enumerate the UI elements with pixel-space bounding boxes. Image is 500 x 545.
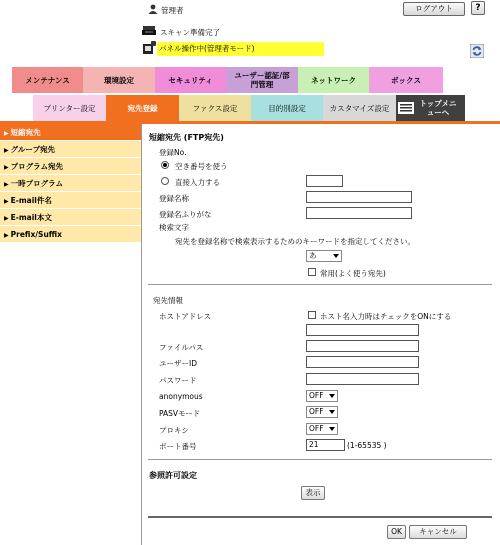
chevron-down-icon (329, 410, 335, 414)
cancel-button[interactable]: キャンセル (409, 525, 467, 539)
chevron-down-icon (329, 427, 335, 431)
tab-user-auth[interactable] (226, 67, 298, 93)
status-text: スキャン準備完了 (160, 28, 220, 37)
tab-box[interactable] (369, 67, 443, 93)
proxy-label: プロキシ (159, 426, 189, 435)
sidebar-item-label: E-mail件名 (10, 196, 52, 205)
divider (148, 516, 492, 518)
sidebar-empty (0, 243, 141, 545)
menu-icon (398, 102, 414, 114)
tab-network-label: ネットワーク (311, 75, 356, 85)
search-char-value: あ (309, 251, 317, 260)
proxy-select[interactable] (306, 423, 338, 435)
sidebar-item-program[interactable] (0, 158, 141, 175)
scanner-icon (142, 25, 156, 36)
user-icon (148, 4, 158, 14)
pasv-select[interactable] (306, 406, 338, 418)
host-label: ホストアドレス (159, 312, 212, 321)
tab-fax-settings[interactable] (179, 95, 251, 121)
show-button[interactable]: 表示 (301, 486, 325, 500)
tab-customize-settings[interactable] (323, 95, 396, 121)
tab-purpose-settings-label: 目的別設定 (268, 103, 306, 113)
tab-printer-settings[interactable] (33, 95, 106, 121)
radio-auto-number[interactable] (161, 161, 169, 169)
password-label: パスワード (159, 376, 197, 385)
divider (148, 459, 492, 460)
sidebar-item-email-subject[interactable] (0, 192, 141, 209)
arrow-icon: ▶ (4, 215, 9, 222)
tab-box-label: ボックス (391, 75, 421, 85)
furigana-input[interactable] (306, 207, 412, 219)
radio-auto-number-label: 空き番号を使う (175, 162, 228, 171)
arrow-icon: ▶ (4, 181, 9, 188)
furigana-label: 登録名ふりがな (159, 210, 212, 219)
tab-environment-label: 環境設定 (104, 75, 134, 85)
anonymous-label: anonymous (159, 392, 203, 401)
arrow-icon: ▶ (4, 232, 9, 239)
radio-direct-input-label: 直接入力する (175, 178, 220, 187)
name-input[interactable] (306, 191, 412, 203)
password-input[interactable] (306, 373, 419, 385)
tab-fax-settings-label: ファクス設定 (192, 103, 238, 113)
search-char-desc: 宛先を登録名称で検索表示するためのキーワードを指定してください。 (175, 237, 415, 246)
host-name-checkbox[interactable] (308, 311, 316, 319)
tab-customize-settings-label: カスタマイズ設定 (329, 103, 390, 113)
tab-purpose-settings[interactable] (251, 95, 323, 121)
chevron-down-icon (329, 394, 335, 398)
port-input[interactable]: 21 (306, 439, 345, 451)
tab-maintenance-label: メンテナンス (25, 75, 70, 85)
radio-direct-input[interactable] (161, 177, 169, 185)
port-range: (1-65535 ) (347, 441, 387, 450)
tab-address-registration-label: 宛先登録 (127, 103, 158, 113)
tab-user-auth-label: ユーザー認証/部門管理 (234, 71, 290, 89)
search-char-label: 検索文字 (159, 223, 189, 232)
divider (148, 284, 492, 285)
pasv-label: PASVモード (159, 409, 201, 418)
sidebar-item-temp-program[interactable] (0, 175, 141, 192)
sidebar-item-group[interactable] (0, 141, 141, 158)
sidebar-item-prefix-suffix[interactable] (0, 226, 141, 243)
page-title: 短縮宛先 (FTP宛先) (149, 133, 224, 142)
chevron-down-icon (333, 254, 339, 258)
host-input[interactable] (306, 324, 419, 336)
arrow-icon: ▶ (4, 147, 9, 154)
userid-input[interactable] (306, 356, 419, 368)
pasv-value: OFF (309, 407, 324, 416)
user-label: 管理者 (161, 6, 184, 15)
arrow-icon: ▶ (4, 198, 9, 205)
filepath-input[interactable] (306, 340, 419, 352)
help-button[interactable]: ? (471, 1, 485, 15)
sidebar-item-label: グループ宛先 (10, 145, 56, 154)
dest-info-label: 宛先情報 (153, 296, 183, 305)
frequent-checkbox[interactable] (308, 268, 316, 276)
port-label: ポート番号 (159, 442, 197, 451)
reg-no-label: 登録No. (159, 148, 187, 157)
anonymous-select[interactable] (306, 390, 338, 402)
tab-security-label: セキュリティ (168, 75, 213, 85)
frequent-label: 常用(よく使う宛先) (320, 269, 386, 278)
ok-button[interactable]: OK (387, 525, 406, 539)
anonymous-value: OFF (309, 391, 324, 400)
tab-top-menu-label: トップメニューへ (419, 99, 457, 117)
host-name-check-label: ホスト名入力時はチェックをONにする (320, 312, 452, 321)
arrow-icon: ▶ (4, 130, 9, 137)
sidebar-item-one-touch[interactable] (0, 124, 141, 141)
tab-network[interactable] (298, 67, 369, 93)
filepath-label: ファイルパス (159, 343, 204, 352)
panel-lock-icon (142, 41, 156, 55)
panel-operation-status: パネル操作中(管理者モード) (157, 42, 324, 56)
userid-label: ユーザーID (159, 359, 197, 368)
tab-top-menu[interactable] (396, 95, 465, 121)
ref-perm-label: 参照許可設定 (149, 471, 197, 480)
reg-no-input[interactable] (306, 175, 343, 187)
refresh-icon[interactable] (470, 44, 484, 58)
sidebar-item-label: Prefix/Suffix (10, 230, 62, 239)
sidebar-item-label: 一時プログラム (10, 179, 64, 188)
proxy-value: OFF (309, 424, 324, 433)
tab-maintenance[interactable] (12, 67, 83, 93)
sidebar-item-label: E-mail本文 (10, 213, 52, 222)
tab-security[interactable] (155, 67, 226, 93)
name-label: 登録名称 (159, 194, 189, 203)
tab-printer-settings-label: プリンター設定 (43, 103, 96, 113)
sidebar-item-email-body[interactable] (0, 209, 141, 226)
tab-address-registration[interactable] (106, 95, 179, 121)
sidebar-item-label: 短縮宛先 (10, 128, 41, 137)
arrow-icon: ▶ (4, 164, 9, 171)
sidebar-item-label: プログラム宛先 (10, 162, 64, 171)
search-char-select[interactable] (306, 250, 342, 262)
logout-button[interactable]: ログアウト (403, 2, 465, 16)
tab-environment[interactable] (83, 67, 155, 93)
